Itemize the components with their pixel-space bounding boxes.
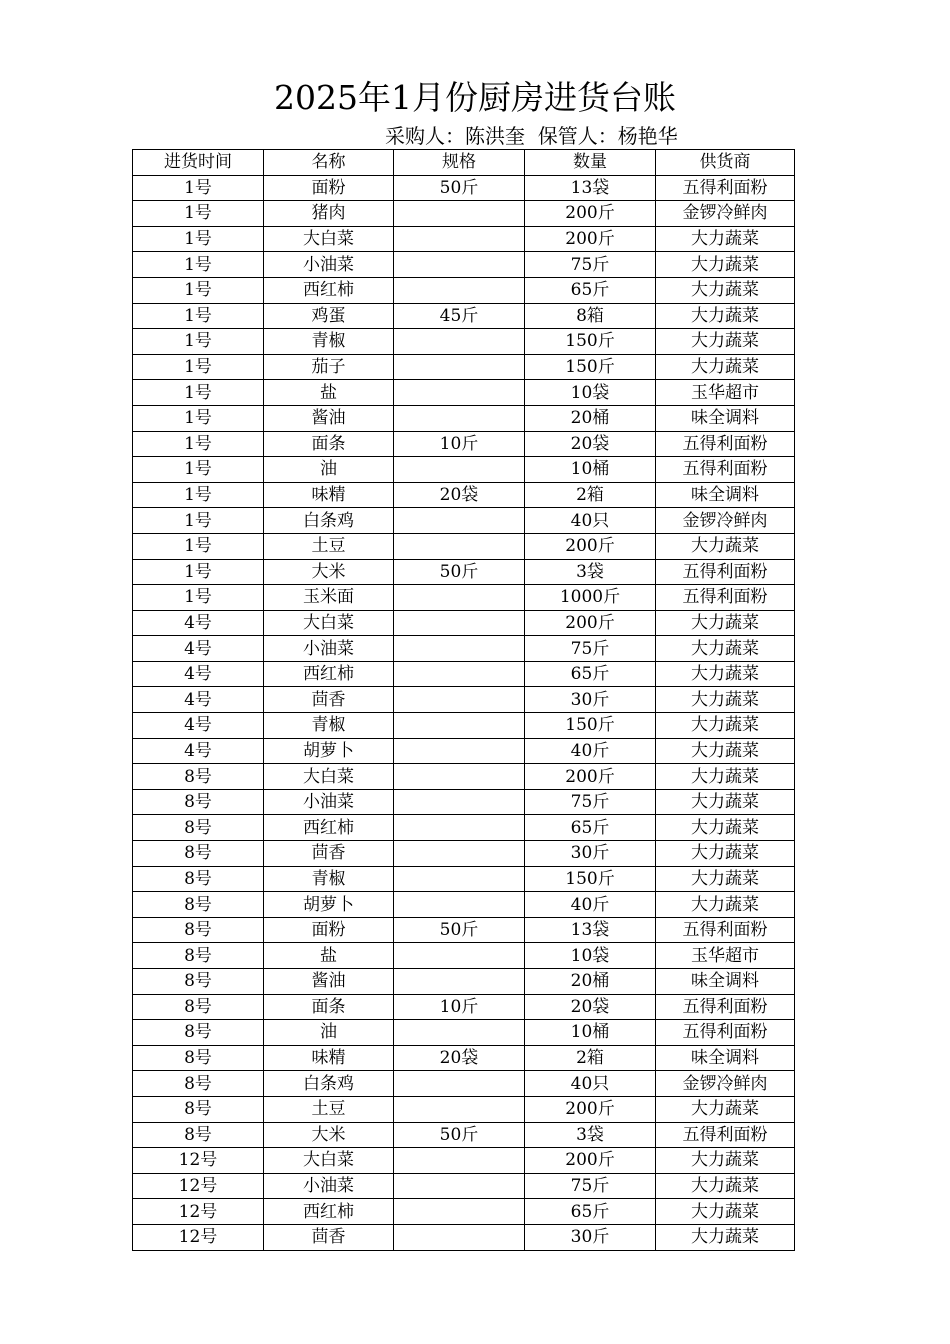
table-row bbox=[133, 866, 795, 892]
quantity-cell: 10桶 bbox=[525, 1020, 656, 1046]
quantity-cell: 1000斤 bbox=[525, 585, 656, 611]
table-row bbox=[133, 354, 795, 380]
spec-cell: 50斤 bbox=[394, 1122, 525, 1148]
supplier-cell: 大力蔬菜 bbox=[656, 303, 795, 329]
quantity-cell: 200斤 bbox=[525, 226, 656, 252]
spec-cell bbox=[394, 277, 525, 303]
name-cell: 白条鸡 bbox=[264, 1071, 394, 1097]
name-cell: 小油菜 bbox=[264, 252, 394, 278]
table-row bbox=[133, 969, 795, 995]
table-row bbox=[133, 1148, 795, 1174]
table-row bbox=[133, 252, 795, 278]
date-cell: 8号 bbox=[133, 815, 264, 841]
ledger-table-body bbox=[133, 175, 795, 1250]
spec-cell bbox=[394, 585, 525, 611]
quantity-cell: 150斤 bbox=[525, 713, 656, 739]
date-cell: 4号 bbox=[133, 687, 264, 713]
name-cell: 西红柿 bbox=[264, 815, 394, 841]
supplier-cell: 大力蔬菜 bbox=[656, 329, 795, 355]
date-cell: 4号 bbox=[133, 661, 264, 687]
date-cell: 8号 bbox=[133, 1020, 264, 1046]
spec-cell: 20袋 bbox=[394, 1045, 525, 1071]
table-row bbox=[133, 1122, 795, 1148]
date-cell: 1号 bbox=[133, 457, 264, 483]
quantity-cell: 200斤 bbox=[525, 764, 656, 790]
quantity-cell: 40斤 bbox=[525, 892, 656, 918]
spec-cell bbox=[394, 1173, 525, 1199]
header-cell-quantity: 数量 bbox=[525, 150, 656, 176]
table-row bbox=[133, 687, 795, 713]
name-cell: 油 bbox=[264, 457, 394, 483]
table-row bbox=[133, 201, 795, 227]
header-cell-name: 名称 bbox=[264, 150, 394, 176]
supplier-cell: 大力蔬菜 bbox=[656, 354, 795, 380]
quantity-cell: 200斤 bbox=[525, 1148, 656, 1174]
table-row bbox=[133, 943, 795, 969]
quantity-cell: 30斤 bbox=[525, 687, 656, 713]
table-row bbox=[133, 1020, 795, 1046]
supplier-cell: 大力蔬菜 bbox=[656, 1199, 795, 1225]
header-cell-supplier: 供货商 bbox=[656, 150, 795, 176]
supplier-cell: 五得利面粉 bbox=[656, 585, 795, 611]
name-cell: 大白菜 bbox=[264, 764, 394, 790]
spec-cell bbox=[394, 866, 525, 892]
name-cell: 胡萝卜 bbox=[264, 738, 394, 764]
date-cell: 8号 bbox=[133, 917, 264, 943]
supplier-cell: 金锣冷鲜肉 bbox=[656, 508, 795, 534]
table-row bbox=[133, 610, 795, 636]
table-row bbox=[133, 226, 795, 252]
table-row bbox=[133, 508, 795, 534]
spec-cell: 50斤 bbox=[394, 175, 525, 201]
date-cell: 1号 bbox=[133, 380, 264, 406]
spec-cell bbox=[394, 405, 525, 431]
spec-cell: 50斤 bbox=[394, 917, 525, 943]
spec-cell bbox=[394, 1096, 525, 1122]
date-cell: 4号 bbox=[133, 610, 264, 636]
table-row bbox=[133, 1045, 795, 1071]
table-row bbox=[133, 815, 795, 841]
date-cell: 8号 bbox=[133, 969, 264, 995]
name-cell: 酱油 bbox=[264, 405, 394, 431]
name-cell: 油 bbox=[264, 1020, 394, 1046]
date-cell: 4号 bbox=[133, 636, 264, 662]
quantity-cell: 2箱 bbox=[525, 482, 656, 508]
table-row bbox=[133, 661, 795, 687]
table-row bbox=[133, 533, 795, 559]
name-cell: 小油菜 bbox=[264, 789, 394, 815]
name-cell: 面条 bbox=[264, 431, 394, 457]
date-cell: 8号 bbox=[133, 994, 264, 1020]
date-cell: 4号 bbox=[133, 738, 264, 764]
spec-cell bbox=[394, 610, 525, 636]
date-cell: 1号 bbox=[133, 585, 264, 611]
supplier-cell: 五得利面粉 bbox=[656, 175, 795, 201]
name-cell: 西红柿 bbox=[264, 1199, 394, 1225]
date-cell: 1号 bbox=[133, 482, 264, 508]
table-row bbox=[133, 405, 795, 431]
spec-cell bbox=[394, 636, 525, 662]
name-cell: 大白菜 bbox=[264, 226, 394, 252]
date-cell: 1号 bbox=[133, 277, 264, 303]
supplier-cell: 五得利面粉 bbox=[656, 1122, 795, 1148]
supplier-cell: 玉华超市 bbox=[656, 380, 795, 406]
quantity-cell: 40只 bbox=[525, 1071, 656, 1097]
supplier-cell: 五得利面粉 bbox=[656, 559, 795, 585]
date-cell: 1号 bbox=[133, 405, 264, 431]
name-cell: 茴香 bbox=[264, 841, 394, 867]
supplier-cell: 味全调料 bbox=[656, 969, 795, 995]
spec-cell bbox=[394, 226, 525, 252]
date-cell: 12号 bbox=[133, 1173, 264, 1199]
table-row bbox=[133, 713, 795, 739]
quantity-cell: 2箱 bbox=[525, 1045, 656, 1071]
supplier-cell: 味全调料 bbox=[656, 1045, 795, 1071]
date-cell: 8号 bbox=[133, 764, 264, 790]
supplier-cell: 五得利面粉 bbox=[656, 1020, 795, 1046]
spec-cell bbox=[394, 252, 525, 278]
spec-cell bbox=[394, 969, 525, 995]
date-cell: 12号 bbox=[133, 1148, 264, 1174]
name-cell: 面条 bbox=[264, 994, 394, 1020]
supplier-cell: 大力蔬菜 bbox=[656, 738, 795, 764]
date-cell: 8号 bbox=[133, 1071, 264, 1097]
table-row bbox=[133, 329, 795, 355]
spec-cell bbox=[394, 713, 525, 739]
table-row bbox=[133, 1096, 795, 1122]
date-cell: 1号 bbox=[133, 175, 264, 201]
spec-cell bbox=[394, 764, 525, 790]
table-row bbox=[133, 636, 795, 662]
date-cell: 12号 bbox=[133, 1224, 264, 1250]
name-cell: 玉米面 bbox=[264, 585, 394, 611]
spec-cell: 10斤 bbox=[394, 431, 525, 457]
name-cell: 大白菜 bbox=[264, 1148, 394, 1174]
quantity-cell: 200斤 bbox=[525, 610, 656, 636]
supplier-cell: 大力蔬菜 bbox=[656, 892, 795, 918]
quantity-cell: 3袋 bbox=[525, 559, 656, 585]
date-cell: 1号 bbox=[133, 354, 264, 380]
quantity-cell: 65斤 bbox=[525, 277, 656, 303]
spec-cell bbox=[394, 943, 525, 969]
quantity-cell: 75斤 bbox=[525, 789, 656, 815]
spec-cell bbox=[394, 354, 525, 380]
quantity-cell: 20桶 bbox=[525, 405, 656, 431]
spec-cell bbox=[394, 329, 525, 355]
spec-cell bbox=[394, 1224, 525, 1250]
quantity-cell: 20袋 bbox=[525, 994, 656, 1020]
date-cell: 1号 bbox=[133, 559, 264, 585]
supplier-cell: 大力蔬菜 bbox=[656, 841, 795, 867]
table-row bbox=[133, 1199, 795, 1225]
supplier-cell: 大力蔬菜 bbox=[656, 1148, 795, 1174]
supplier-cell: 五得利面粉 bbox=[656, 994, 795, 1020]
spec-cell bbox=[394, 841, 525, 867]
spec-cell: 10斤 bbox=[394, 994, 525, 1020]
name-cell: 鸡蛋 bbox=[264, 303, 394, 329]
table-row bbox=[133, 431, 795, 457]
quantity-cell: 13袋 bbox=[525, 917, 656, 943]
quantity-cell: 65斤 bbox=[525, 815, 656, 841]
quantity-cell: 40斤 bbox=[525, 738, 656, 764]
spec-cell bbox=[394, 1199, 525, 1225]
date-cell: 8号 bbox=[133, 789, 264, 815]
supplier-cell: 大力蔬菜 bbox=[656, 226, 795, 252]
date-cell: 8号 bbox=[133, 1096, 264, 1122]
name-cell: 小油菜 bbox=[264, 1173, 394, 1199]
spec-cell: 45斤 bbox=[394, 303, 525, 329]
header-row bbox=[133, 150, 795, 176]
table-row bbox=[133, 994, 795, 1020]
table-row bbox=[133, 764, 795, 790]
spec-cell bbox=[394, 508, 525, 534]
supplier-cell: 大力蔬菜 bbox=[656, 533, 795, 559]
date-cell: 8号 bbox=[133, 1122, 264, 1148]
name-cell: 味精 bbox=[264, 1045, 394, 1071]
date-cell: 8号 bbox=[133, 943, 264, 969]
table-row bbox=[133, 1173, 795, 1199]
date-cell: 8号 bbox=[133, 841, 264, 867]
page-subtitle: 采购人：陈洪奎 保管人：杨艳华 bbox=[385, 124, 678, 148]
table-row bbox=[133, 380, 795, 406]
table-row bbox=[133, 841, 795, 867]
name-cell: 白条鸡 bbox=[264, 508, 394, 534]
quantity-cell: 65斤 bbox=[525, 661, 656, 687]
ledger-table bbox=[132, 149, 795, 1251]
table-row bbox=[133, 482, 795, 508]
supplier-cell: 大力蔬菜 bbox=[656, 789, 795, 815]
header-cell-date: 进货时间 bbox=[133, 150, 264, 176]
date-cell: 8号 bbox=[133, 892, 264, 918]
date-cell: 1号 bbox=[133, 508, 264, 534]
supplier-cell: 金锣冷鲜肉 bbox=[656, 1071, 795, 1097]
supplier-cell: 大力蔬菜 bbox=[656, 636, 795, 662]
quantity-cell: 3袋 bbox=[525, 1122, 656, 1148]
quantity-cell: 150斤 bbox=[525, 866, 656, 892]
spec-cell bbox=[394, 1071, 525, 1097]
name-cell: 青椒 bbox=[264, 329, 394, 355]
spec-cell bbox=[394, 661, 525, 687]
spec-cell bbox=[394, 1020, 525, 1046]
name-cell: 酱油 bbox=[264, 969, 394, 995]
supplier-cell: 大力蔬菜 bbox=[656, 252, 795, 278]
supplier-cell: 大力蔬菜 bbox=[656, 277, 795, 303]
name-cell: 茄子 bbox=[264, 354, 394, 380]
name-cell: 猪肉 bbox=[264, 201, 394, 227]
name-cell: 大白菜 bbox=[264, 610, 394, 636]
name-cell: 土豆 bbox=[264, 1096, 394, 1122]
date-cell: 4号 bbox=[133, 713, 264, 739]
date-cell: 8号 bbox=[133, 866, 264, 892]
supplier-cell: 大力蔬菜 bbox=[656, 866, 795, 892]
date-cell: 8号 bbox=[133, 1045, 264, 1071]
table-row bbox=[133, 738, 795, 764]
supplier-cell: 大力蔬菜 bbox=[656, 1224, 795, 1250]
supplier-cell: 五得利面粉 bbox=[656, 917, 795, 943]
quantity-cell: 75斤 bbox=[525, 1173, 656, 1199]
date-cell: 1号 bbox=[133, 201, 264, 227]
spec-cell: 20袋 bbox=[394, 482, 525, 508]
table-row bbox=[133, 1071, 795, 1097]
name-cell: 味精 bbox=[264, 482, 394, 508]
table-row bbox=[133, 1224, 795, 1250]
quantity-cell: 30斤 bbox=[525, 841, 656, 867]
spec-cell bbox=[394, 457, 525, 483]
spec-cell bbox=[394, 789, 525, 815]
table-row bbox=[133, 789, 795, 815]
quantity-cell: 10桶 bbox=[525, 457, 656, 483]
supplier-cell: 大力蔬菜 bbox=[656, 610, 795, 636]
name-cell: 盐 bbox=[264, 943, 394, 969]
quantity-cell: 200斤 bbox=[525, 1096, 656, 1122]
quantity-cell: 75斤 bbox=[525, 252, 656, 278]
name-cell: 大米 bbox=[264, 559, 394, 585]
supplier-cell: 大力蔬菜 bbox=[656, 661, 795, 687]
date-cell: 1号 bbox=[133, 533, 264, 559]
name-cell: 西红柿 bbox=[264, 277, 394, 303]
table-row bbox=[133, 277, 795, 303]
supplier-cell: 玉华超市 bbox=[656, 943, 795, 969]
supplier-cell: 大力蔬菜 bbox=[656, 687, 795, 713]
spec-cell bbox=[394, 533, 525, 559]
quantity-cell: 30斤 bbox=[525, 1224, 656, 1250]
supplier-cell: 大力蔬菜 bbox=[656, 713, 795, 739]
name-cell: 茴香 bbox=[264, 1224, 394, 1250]
supplier-cell: 大力蔬菜 bbox=[656, 1096, 795, 1122]
name-cell: 小油菜 bbox=[264, 636, 394, 662]
quantity-cell: 10袋 bbox=[525, 380, 656, 406]
date-cell: 12号 bbox=[133, 1199, 264, 1225]
table-row bbox=[133, 457, 795, 483]
spec-cell bbox=[394, 815, 525, 841]
ledger-table-head bbox=[133, 150, 795, 176]
spec-cell bbox=[394, 738, 525, 764]
quantity-cell: 75斤 bbox=[525, 636, 656, 662]
supplier-cell: 金锣冷鲜肉 bbox=[656, 201, 795, 227]
quantity-cell: 40只 bbox=[525, 508, 656, 534]
table-row bbox=[133, 303, 795, 329]
spec-cell bbox=[394, 892, 525, 918]
supplier-cell: 大力蔬菜 bbox=[656, 815, 795, 841]
name-cell: 茴香 bbox=[264, 687, 394, 713]
spec-cell bbox=[394, 687, 525, 713]
supplier-cell: 味全调料 bbox=[656, 482, 795, 508]
supplier-cell: 大力蔬菜 bbox=[656, 764, 795, 790]
date-cell: 1号 bbox=[133, 303, 264, 329]
quantity-cell: 150斤 bbox=[525, 354, 656, 380]
date-cell: 1号 bbox=[133, 329, 264, 355]
name-cell: 西红柿 bbox=[264, 661, 394, 687]
quantity-cell: 150斤 bbox=[525, 329, 656, 355]
quantity-cell: 8箱 bbox=[525, 303, 656, 329]
name-cell: 青椒 bbox=[264, 713, 394, 739]
quantity-cell: 20袋 bbox=[525, 431, 656, 457]
table-row bbox=[133, 585, 795, 611]
date-cell: 1号 bbox=[133, 431, 264, 457]
quantity-cell: 200斤 bbox=[525, 201, 656, 227]
name-cell: 土豆 bbox=[264, 533, 394, 559]
spec-cell bbox=[394, 201, 525, 227]
spec-cell: 50斤 bbox=[394, 559, 525, 585]
supplier-cell: 五得利面粉 bbox=[656, 431, 795, 457]
table-row bbox=[133, 917, 795, 943]
name-cell: 胡萝卜 bbox=[264, 892, 394, 918]
date-cell: 1号 bbox=[133, 226, 264, 252]
page-title: 2025年1月份厨房进货台账 bbox=[274, 78, 676, 117]
quantity-cell: 13袋 bbox=[525, 175, 656, 201]
quantity-cell: 65斤 bbox=[525, 1199, 656, 1225]
name-cell: 面粉 bbox=[264, 917, 394, 943]
date-cell: 1号 bbox=[133, 252, 264, 278]
name-cell: 大米 bbox=[264, 1122, 394, 1148]
supplier-cell: 味全调料 bbox=[656, 405, 795, 431]
name-cell: 面粉 bbox=[264, 175, 394, 201]
supplier-cell: 大力蔬菜 bbox=[656, 1173, 795, 1199]
header-cell-spec: 规格 bbox=[394, 150, 525, 176]
quantity-cell: 200斤 bbox=[525, 533, 656, 559]
quantity-cell: 10袋 bbox=[525, 943, 656, 969]
name-cell: 青椒 bbox=[264, 866, 394, 892]
spec-cell bbox=[394, 1148, 525, 1174]
table-row bbox=[133, 559, 795, 585]
name-cell: 盐 bbox=[264, 380, 394, 406]
spec-cell bbox=[394, 380, 525, 406]
table-row bbox=[133, 175, 795, 201]
quantity-cell: 20桶 bbox=[525, 969, 656, 995]
supplier-cell: 五得利面粉 bbox=[656, 457, 795, 483]
table-row bbox=[133, 892, 795, 918]
